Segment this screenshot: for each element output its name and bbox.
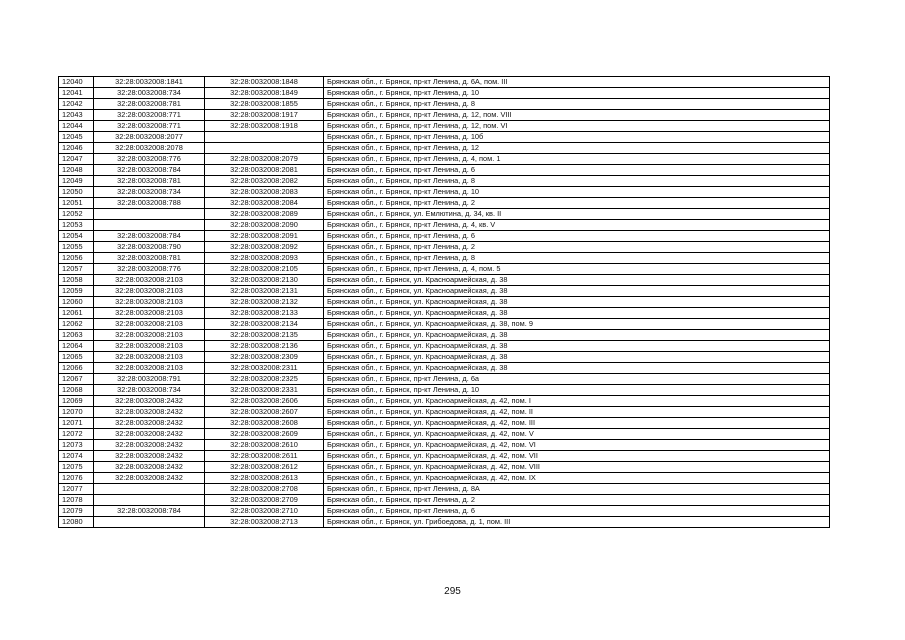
row-number-cell: 12057 xyxy=(59,264,94,275)
parent-cadastral-number-cell: 32:28:0032008:788 xyxy=(94,198,205,209)
address-cell: Брянская обл., г. Брянск, ул. Красноармейская, д. 42, пом. VI xyxy=(324,440,830,451)
address-cell: Брянская обл., г. Брянск, пр-кт Ленина, д. 4, пом. 1 xyxy=(324,154,830,165)
address-cell: Брянская обл., г. Брянск, пр-кт Ленина, д. 12, пом. VIII xyxy=(324,110,830,121)
cadastral-number-cell: 32:28:0032008:2608 xyxy=(205,418,324,429)
table-row xyxy=(59,220,830,231)
table-row xyxy=(59,198,830,209)
parent-cadastral-number-cell: 32:28:0032008:734 xyxy=(94,88,205,99)
registry-table xyxy=(58,76,830,528)
parent-cadastral-number-cell: 32:28:0032008:2103 xyxy=(94,308,205,319)
table-row xyxy=(59,374,830,385)
address-cell: Брянская обл., г. Брянск, ул. Красноармейская, д. 38 xyxy=(324,352,830,363)
row-number-cell: 12047 xyxy=(59,154,94,165)
table-row xyxy=(59,473,830,484)
parent-cadastral-number-cell: 32:28:0032008:2432 xyxy=(94,407,205,418)
row-number-cell: 12041 xyxy=(59,88,94,99)
parent-cadastral-number-cell: 32:28:0032008:781 xyxy=(94,99,205,110)
row-number-cell: 12069 xyxy=(59,396,94,407)
row-number-cell: 12062 xyxy=(59,319,94,330)
address-cell: Брянская обл., г. Брянск, ул. Красноармейская, д. 42, пом. VII xyxy=(324,451,830,462)
address-cell: Брянская обл., г. Брянск, пр-кт Ленина, д. 10 xyxy=(324,187,830,198)
parent-cadastral-number-cell: 32:28:0032008:2432 xyxy=(94,429,205,440)
parent-cadastral-number-cell: 32:28:0032008:1841 xyxy=(94,77,205,88)
cadastral-number-cell: 32:28:0032008:2093 xyxy=(205,253,324,264)
parent-cadastral-number-cell: 32:28:0032008:776 xyxy=(94,264,205,275)
cadastral-number-cell: 32:28:0032008:2082 xyxy=(205,176,324,187)
row-number-cell: 12055 xyxy=(59,242,94,253)
row-number-cell: 12067 xyxy=(59,374,94,385)
parent-cadastral-number-cell xyxy=(94,220,205,231)
address-cell: Брянская обл., г. Брянск, ул. Красноармейская, д. 38 xyxy=(324,297,830,308)
table-row xyxy=(59,165,830,176)
address-cell: Брянская обл., г. Брянск, пр-кт Ленина, д. 10б xyxy=(324,132,830,143)
parent-cadastral-number-cell: 32:28:0032008:2432 xyxy=(94,440,205,451)
row-number-cell: 12046 xyxy=(59,143,94,154)
parent-cadastral-number-cell: 32:28:0032008:734 xyxy=(94,385,205,396)
parent-cadastral-number-cell: 32:28:0032008:771 xyxy=(94,121,205,132)
cadastral-number-cell: 32:28:0032008:2612 xyxy=(205,462,324,473)
row-number-cell: 12049 xyxy=(59,176,94,187)
cadastral-number-cell: 32:28:0032008:1848 xyxy=(205,77,324,88)
row-number-cell: 12058 xyxy=(59,275,94,286)
parent-cadastral-number-cell: 32:28:0032008:2103 xyxy=(94,275,205,286)
cadastral-number-cell: 32:28:0032008:1849 xyxy=(205,88,324,99)
table-row xyxy=(59,451,830,462)
row-number-cell: 12060 xyxy=(59,297,94,308)
cadastral-number-cell: 32:28:0032008:1855 xyxy=(205,99,324,110)
address-cell: Брянская обл., г. Брянск, ул. Красноармейская, д. 38 xyxy=(324,341,830,352)
cadastral-number-cell: 32:28:0032008:2083 xyxy=(205,187,324,198)
table-row xyxy=(59,418,830,429)
table-row xyxy=(59,209,830,220)
address-cell: Брянская обл., г. Брянск, пр-кт Ленина, д. 8 xyxy=(324,99,830,110)
row-number-cell: 12048 xyxy=(59,165,94,176)
cadastral-number-cell xyxy=(205,132,324,143)
row-number-cell: 12065 xyxy=(59,352,94,363)
row-number-cell: 12056 xyxy=(59,253,94,264)
parent-cadastral-number-cell: 32:28:0032008:2103 xyxy=(94,341,205,352)
cadastral-number-cell: 32:28:0032008:2091 xyxy=(205,231,324,242)
parent-cadastral-number-cell xyxy=(94,209,205,220)
cadastral-number-cell: 32:28:0032008:2708 xyxy=(205,484,324,495)
cadastral-number-cell: 32:28:0032008:2089 xyxy=(205,209,324,220)
address-cell: Брянская обл., г. Брянск, пр-кт Ленина, д. 4, кв. V xyxy=(324,220,830,231)
row-number-cell: 12073 xyxy=(59,440,94,451)
cadastral-number-cell: 32:28:0032008:2613 xyxy=(205,473,324,484)
table-row xyxy=(59,275,830,286)
row-number-cell: 12054 xyxy=(59,231,94,242)
address-cell: Брянская обл., г. Брянск, ул. Грибоедова, д. 1, пом. III xyxy=(324,517,830,528)
row-number-cell: 12050 xyxy=(59,187,94,198)
address-cell: Брянская обл., г. Брянск, ул. Красноармейская, д. 38 xyxy=(324,330,830,341)
address-cell: Брянская обл., г. Брянск, пр-кт Ленина, д. 2 xyxy=(324,198,830,209)
cadastral-number-cell: 32:28:0032008:2081 xyxy=(205,165,324,176)
row-number-cell: 12053 xyxy=(59,220,94,231)
parent-cadastral-number-cell: 32:28:0032008:2103 xyxy=(94,286,205,297)
cadastral-number-cell: 32:28:0032008:2134 xyxy=(205,319,324,330)
address-cell: Брянская обл., г. Брянск, пр-кт Ленина, д. 12, пом. VI xyxy=(324,121,830,132)
row-number-cell: 12042 xyxy=(59,99,94,110)
row-number-cell: 12075 xyxy=(59,462,94,473)
parent-cadastral-number-cell: 32:28:0032008:784 xyxy=(94,165,205,176)
row-number-cell: 12070 xyxy=(59,407,94,418)
cadastral-number-cell: 32:28:0032008:2131 xyxy=(205,286,324,297)
row-number-cell: 12052 xyxy=(59,209,94,220)
parent-cadastral-number-cell: 32:28:0032008:2432 xyxy=(94,473,205,484)
cadastral-number-cell: 32:28:0032008:2133 xyxy=(205,308,324,319)
cadastral-number-cell: 32:28:0032008:2611 xyxy=(205,451,324,462)
parent-cadastral-number-cell: 32:28:0032008:791 xyxy=(94,374,205,385)
address-cell: Брянская обл., г. Брянск, ул. Красноармейская, д. 38, пом. 9 xyxy=(324,319,830,330)
page-number: 295 xyxy=(444,586,461,597)
table-row xyxy=(59,110,830,121)
table-row xyxy=(59,242,830,253)
address-cell: Брянская обл., г. Брянск, ул. Красноармейская, д. 42, пом. VIII xyxy=(324,462,830,473)
address-cell: Брянская обл., г. Брянск, пр-кт Ленина, д. 6 xyxy=(324,506,830,517)
parent-cadastral-number-cell: 32:28:0032008:734 xyxy=(94,187,205,198)
table-row xyxy=(59,231,830,242)
row-number-cell: 12059 xyxy=(59,286,94,297)
parent-cadastral-number-cell: 32:28:0032008:776 xyxy=(94,154,205,165)
table-row xyxy=(59,506,830,517)
table-row xyxy=(59,330,830,341)
table-row xyxy=(59,352,830,363)
row-number-cell: 12044 xyxy=(59,121,94,132)
address-cell: Брянская обл., г. Брянск, ул. Красноармейская, д. 42, пом. IX xyxy=(324,473,830,484)
cadastral-number-cell: 32:28:0032008:2311 xyxy=(205,363,324,374)
table-row xyxy=(59,462,830,473)
address-cell: Брянская обл., г. Брянск, ул. Красноармейская, д. 38 xyxy=(324,275,830,286)
table-row xyxy=(59,154,830,165)
parent-cadastral-number-cell: 32:28:0032008:784 xyxy=(94,506,205,517)
table-row xyxy=(59,88,830,99)
table-row xyxy=(59,99,830,110)
address-cell: Брянская обл., г. Брянск, ул. Красноармейская, д. 42, пом. V xyxy=(324,429,830,440)
parent-cadastral-number-cell: 32:28:0032008:771 xyxy=(94,110,205,121)
address-cell: Брянская обл., г. Брянск, пр-кт Ленина, д. 8А xyxy=(324,484,830,495)
row-number-cell: 12078 xyxy=(59,495,94,506)
cadastral-number-cell: 32:28:0032008:2610 xyxy=(205,440,324,451)
address-cell: Брянская обл., г. Брянск, пр-кт Ленина, д. 12 xyxy=(324,143,830,154)
parent-cadastral-number-cell: 32:28:0032008:2103 xyxy=(94,330,205,341)
table-row xyxy=(59,495,830,506)
cadastral-number-cell: 32:28:0032008:2606 xyxy=(205,396,324,407)
parent-cadastral-number-cell xyxy=(94,517,205,528)
table-row xyxy=(59,132,830,143)
address-cell: Брянская обл., г. Брянск, пр-кт Ленина, д. 6а xyxy=(324,374,830,385)
cadastral-number-cell: 32:28:0032008:2079 xyxy=(205,154,324,165)
parent-cadastral-number-cell: 32:28:0032008:2432 xyxy=(94,418,205,429)
cadastral-number-cell: 32:28:0032008:2609 xyxy=(205,429,324,440)
table-row xyxy=(59,396,830,407)
table-row xyxy=(59,319,830,330)
cadastral-number-cell: 32:28:0032008:2132 xyxy=(205,297,324,308)
table-row xyxy=(59,121,830,132)
table-row xyxy=(59,176,830,187)
address-cell: Брянская обл., г. Брянск, ул. Красноармейская, д. 42, пом. I xyxy=(324,396,830,407)
cadastral-number-cell: 32:28:0032008:2090 xyxy=(205,220,324,231)
row-number-cell: 12071 xyxy=(59,418,94,429)
table-row xyxy=(59,297,830,308)
cadastral-number-cell: 32:28:0032008:2092 xyxy=(205,242,324,253)
address-cell: Брянская обл., г. Брянск, пр-кт Ленина, д. 4, пом. 5 xyxy=(324,264,830,275)
address-cell: Брянская обл., г. Брянск, пр-кт Ленина, д. 10 xyxy=(324,88,830,99)
parent-cadastral-number-cell: 32:28:0032008:2077 xyxy=(94,132,205,143)
parent-cadastral-number-cell: 32:28:0032008:2103 xyxy=(94,319,205,330)
table-row xyxy=(59,77,830,88)
cadastral-number-cell: 32:28:0032008:2105 xyxy=(205,264,324,275)
table-row xyxy=(59,440,830,451)
row-number-cell: 12077 xyxy=(59,484,94,495)
table-row xyxy=(59,517,830,528)
row-number-cell: 12074 xyxy=(59,451,94,462)
cadastral-number-cell: 32:28:0032008:2709 xyxy=(205,495,324,506)
cadastral-number-cell xyxy=(205,143,324,154)
table-row xyxy=(59,286,830,297)
parent-cadastral-number-cell: 32:28:0032008:784 xyxy=(94,231,205,242)
parent-cadastral-number-cell: 32:28:0032008:2103 xyxy=(94,297,205,308)
row-number-cell: 12040 xyxy=(59,77,94,88)
parent-cadastral-number-cell: 32:28:0032008:2103 xyxy=(94,352,205,363)
cadastral-number-cell: 32:28:0032008:2135 xyxy=(205,330,324,341)
table-row xyxy=(59,407,830,418)
cadastral-number-cell: 32:28:0032008:2713 xyxy=(205,517,324,528)
row-number-cell: 12051 xyxy=(59,198,94,209)
cadastral-number-cell: 32:28:0032008:2084 xyxy=(205,198,324,209)
table-row xyxy=(59,484,830,495)
parent-cadastral-number-cell: 32:28:0032008:2078 xyxy=(94,143,205,154)
address-cell: Брянская обл., г. Брянск, ул. Красноармейская, д. 42, пом. III xyxy=(324,418,830,429)
row-number-cell: 12072 xyxy=(59,429,94,440)
address-cell: Брянская обл., г. Брянск, ул. Красноармейская, д. 38 xyxy=(324,308,830,319)
cadastral-number-cell: 32:28:0032008:2130 xyxy=(205,275,324,286)
cadastral-number-cell: 32:28:0032008:2309 xyxy=(205,352,324,363)
parent-cadastral-number-cell: 32:28:0032008:2432 xyxy=(94,451,205,462)
address-cell: Брянская обл., г. Брянск, пр-кт Ленина, д. 8 xyxy=(324,253,830,264)
table-row xyxy=(59,308,830,319)
cadastral-number-cell: 32:28:0032008:2710 xyxy=(205,506,324,517)
table-row xyxy=(59,429,830,440)
address-cell: Брянская обл., г. Брянск, ул. Емлютина, д. 34, кв. II xyxy=(324,209,830,220)
cadastral-number-cell: 32:28:0032008:2136 xyxy=(205,341,324,352)
row-number-cell: 12061 xyxy=(59,308,94,319)
parent-cadastral-number-cell: 32:28:0032008:2432 xyxy=(94,396,205,407)
address-cell: Брянская обл., г. Брянск, пр-кт Ленина, д. 8 xyxy=(324,176,830,187)
cadastral-number-cell: 32:28:0032008:2325 xyxy=(205,374,324,385)
address-cell: Брянская обл., г. Брянск, ул. Красноармейская, д. 38 xyxy=(324,286,830,297)
table-row xyxy=(59,187,830,198)
table-row xyxy=(59,363,830,374)
parent-cadastral-number-cell: 32:28:0032008:781 xyxy=(94,176,205,187)
row-number-cell: 12079 xyxy=(59,506,94,517)
cadastral-number-cell: 32:28:0032008:1917 xyxy=(205,110,324,121)
row-number-cell: 12076 xyxy=(59,473,94,484)
cadastral-number-cell: 32:28:0032008:2331 xyxy=(205,385,324,396)
registry-table-body xyxy=(59,77,830,528)
row-number-cell: 12068 xyxy=(59,385,94,396)
address-cell: Брянская обл., г. Брянск, пр-кт Ленина, д. 6 xyxy=(324,231,830,242)
row-number-cell: 12063 xyxy=(59,330,94,341)
address-cell: Брянская обл., г. Брянск, пр-кт Ленина, д. 6 xyxy=(324,165,830,176)
cadastral-number-cell: 32:28:0032008:1918 xyxy=(205,121,324,132)
table-row xyxy=(59,385,830,396)
address-cell: Брянская обл., г. Брянск, ул. Красноармейская, д. 38 xyxy=(324,363,830,374)
parent-cadastral-number-cell xyxy=(94,484,205,495)
parent-cadastral-number-cell: 32:28:0032008:2103 xyxy=(94,363,205,374)
parent-cadastral-number-cell: 32:28:0032008:781 xyxy=(94,253,205,264)
table-row xyxy=(59,143,830,154)
parent-cadastral-number-cell xyxy=(94,495,205,506)
address-cell: Брянская обл., г. Брянск, пр-кт Ленина, д. 2 xyxy=(324,242,830,253)
address-cell: Брянская обл., г. Брянск, пр-кт Ленина, д. 10 xyxy=(324,385,830,396)
address-cell: Брянская обл., г. Брянск, ул. Красноармейская, д. 42, пом. II xyxy=(324,407,830,418)
table-row xyxy=(59,341,830,352)
address-cell: Брянская обл., г. Брянск, пр-кт Ленина, д. 2 xyxy=(324,495,830,506)
row-number-cell: 12066 xyxy=(59,363,94,374)
table-row xyxy=(59,253,830,264)
table-row xyxy=(59,264,830,275)
row-number-cell: 12080 xyxy=(59,517,94,528)
row-number-cell: 12045 xyxy=(59,132,94,143)
parent-cadastral-number-cell: 32:28:0032008:790 xyxy=(94,242,205,253)
cadastral-number-cell: 32:28:0032008:2607 xyxy=(205,407,324,418)
parent-cadastral-number-cell: 32:28:0032008:2432 xyxy=(94,462,205,473)
row-number-cell: 12043 xyxy=(59,110,94,121)
row-number-cell: 12064 xyxy=(59,341,94,352)
address-cell: Брянская обл., г. Брянск, пр-кт Ленина, д. 6А, пом. III xyxy=(324,77,830,88)
